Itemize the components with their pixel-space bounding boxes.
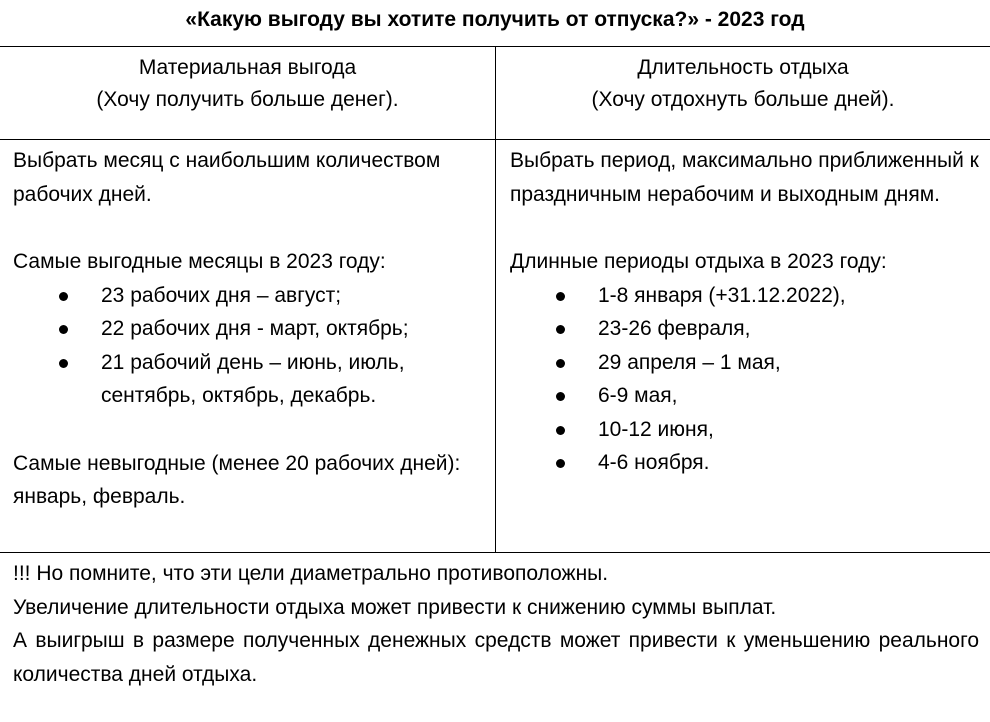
header-title: Длительность отдыха	[637, 56, 849, 79]
list-item: 4-6 ноября.	[510, 446, 980, 480]
cell-intro: Выбрать период, максимально приближенный к праздничным нерабочим и выходным дням.	[510, 149, 979, 206]
list-heading: Длинные периоды отдыха в 2023 году:	[510, 250, 887, 273]
list-heading: Самые выгодные месяцы в 2023 году:	[13, 250, 386, 273]
list-item: 6-9 мая,	[510, 379, 980, 413]
cell-intro: Выбрать месяц с наибольшим количеством рабочих дней.	[13, 149, 441, 206]
header-cell-material-benefit	[0, 52, 495, 116]
list-item: 10-12 июня,	[510, 413, 980, 447]
list-item: 1-8 января (+31.12.2022),	[510, 279, 980, 313]
bullet-list	[13, 279, 483, 413]
bullet-icon	[556, 459, 565, 468]
header-subtitle: (Хочу отдохнуть больше дней).	[591, 88, 895, 111]
body-cell-material-benefit	[13, 144, 483, 514]
bullet-icon	[59, 292, 68, 301]
bullet-icon	[556, 359, 565, 368]
list-item: 23-26 февраля,	[510, 312, 980, 346]
list-item: 22 рабочих дня - март, октябрь;	[13, 312, 483, 346]
footer-line: А выигрыш в размере полученных денежных средств может привести к уменьшению реального количества дней отдыха.	[13, 629, 979, 686]
column-divider	[495, 47, 496, 553]
document-title: «Какую выгоду вы хотите получить от отпуска?» - 2023 год	[185, 8, 805, 31]
footer-warning: !!! Но помните, что эти цели диаметрально противоположны.	[13, 562, 609, 585]
footer-note	[13, 557, 979, 691]
bullet-icon	[59, 325, 68, 334]
bullet-icon	[556, 325, 565, 334]
header-subtitle: (Хочу получить больше денег).	[96, 88, 399, 111]
header-title: Материальная выгода	[138, 56, 357, 79]
bullet-icon	[59, 359, 68, 368]
list-item: 29 апреля – 1 мая,	[510, 346, 980, 380]
list-item: 21 рабочий день – июнь, июль, сентябрь, октябрь, декабрь.	[13, 346, 483, 413]
bullet-list	[510, 279, 980, 480]
spacer	[13, 413, 483, 447]
spacer	[13, 211, 483, 245]
list-item: 23 рабочих дня – август;	[13, 279, 483, 313]
cell-note: Самые невыгодные (менее 20 рабочих дней): январь, февраль.	[13, 451, 461, 508]
footer-line: Увеличение длительности отдыха может привести к снижению суммы выплат.	[13, 595, 777, 619]
spacer	[510, 211, 980, 245]
bullet-icon	[556, 392, 565, 401]
body-cell-rest-duration	[510, 144, 980, 480]
bullet-icon	[556, 292, 565, 301]
bullet-icon	[556, 426, 565, 435]
header-cell-rest-duration	[496, 52, 990, 116]
